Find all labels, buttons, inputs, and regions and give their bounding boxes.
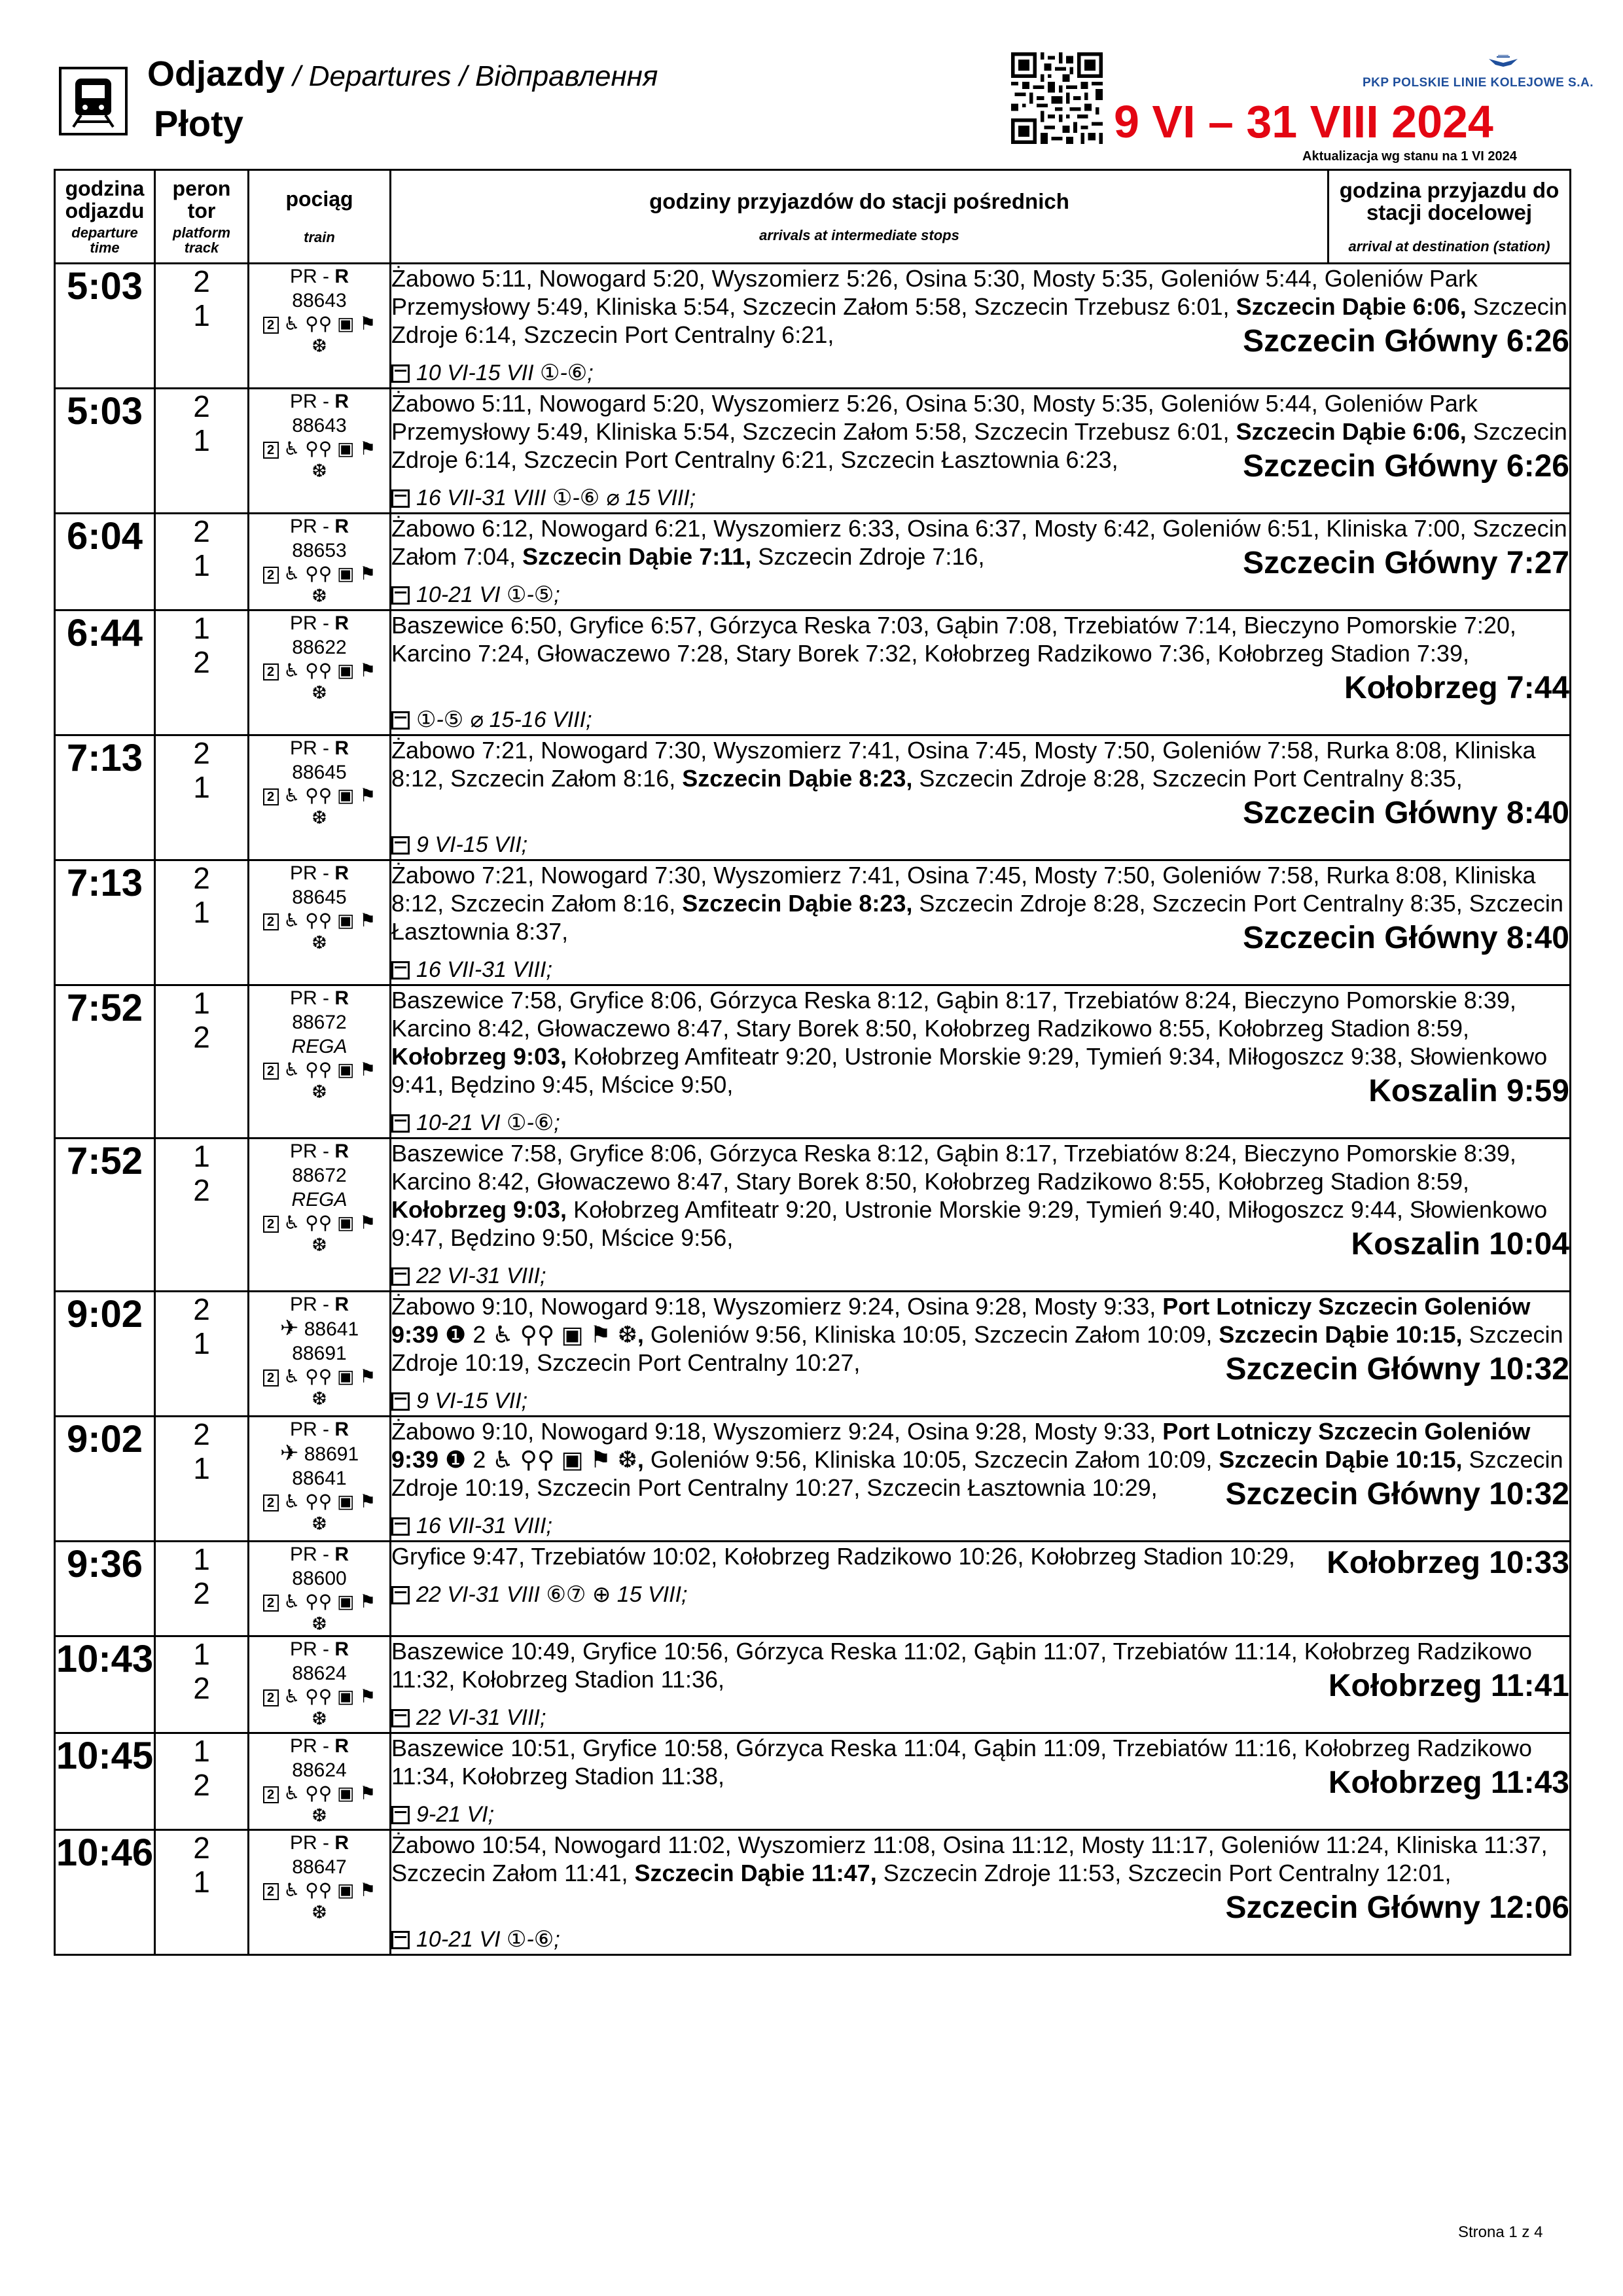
platform-number: 1 [193, 986, 210, 1020]
track-number: 1 [193, 548, 210, 582]
air-conditioning-icon: ❆ [312, 586, 327, 606]
operating-days [391, 955, 1569, 984]
train-category: PR - R [289, 612, 349, 634]
intermediate-stops [391, 264, 1569, 359]
platform-number: 2 [193, 264, 210, 298]
train-amenities-icons: 2 ♿ ⚲⚲ ▣ ⚑ [249, 1591, 389, 1613]
calendar-icon [391, 1806, 410, 1824]
train-amenities-icons: 2 ♿ ⚲⚲ ▣ ⚑ [249, 785, 389, 807]
intermediate-stops [391, 389, 1569, 484]
route-info [391, 1636, 1571, 1733]
stops-text: Żabowo 5:11, Nowogard 5:20, Wyszomierz 5:26, Osina 5:30, Mosty 5:35, Goleniów 5:44, Goleniów Park Przemysłowy 5:49, Kliniska 5:54, Szczecin Załom 5:58, Szczecin Trzebusz 6:01, Szczecin Dąbie 6:06, Szczecin Zdroje 6:14, Szczecin Port Centralny 6:21, Szczecin Łasztownia 6:23, [391, 390, 1567, 473]
departure-time: 5:03 [55, 389, 155, 514]
train-info [249, 264, 391, 389]
track-number: 2 [193, 1173, 210, 1207]
train-number: 88672 [292, 1165, 347, 1186]
route-info [391, 1139, 1571, 1292]
track-number: 2 [193, 1768, 210, 1802]
destination-arrival: Kołobrzeg 7:44 [1344, 671, 1569, 705]
train-info [249, 1292, 391, 1417]
departure-time: 9:36 [55, 1542, 155, 1636]
operating-days [391, 1262, 1569, 1290]
train-category: PR - R [289, 391, 349, 412]
days-text: 16 VII-31 VIII; [416, 957, 552, 982]
stops-text: Baszewice 7:58, Gryfice 8:06, Górzyca Reska 8:12, Gąbin 8:17, Trzebiatów 8:24, Bieczyno Pomorskie 8:39, Karcino 8:42, Głowaczewo 8:47, Stary Borek 8:50, Kołobrzeg Radzikowo 8:55, Kołobrzeg Stadion 8:59, Kołobrzeg 9:03, Kołobrzeg Amfiteatr 9:20, Ustronie Morskie 9:29, Tymień 9:40, Miłogoszcz 9:44, Słowienkowo 9:47, Będzino 9:50, Mścice 9:56, [391, 1140, 1548, 1251]
days-text: 10-21 VI ①-⑤; [416, 582, 560, 607]
train-number: 88647 [292, 1856, 347, 1878]
track-number: 2 [193, 1671, 210, 1705]
stops-text: Żabowo 10:54, Nowogard 11:02, Wyszomierz 11:08, Osina 11:12, Mosty 11:17, Goleniów 11:24, Kliniska 11:37, Szczecin Załom 11:41, Szczecin Dąbie 11:47, Szczecin Zdroje 11:53, Szczecin Port Centralny 12:01, [391, 1831, 1548, 1886]
operating-days [391, 1386, 1569, 1415]
departure-time: 10:45 [55, 1733, 155, 1830]
train-number: 88643 [292, 290, 347, 311]
platform-track [155, 1636, 249, 1733]
timetable-header [59, 52, 1594, 170]
calendar-icon [391, 711, 410, 730]
platform-track [155, 735, 249, 860]
operating-days [391, 830, 1569, 859]
air-conditioning-icon: ❆ [312, 1614, 327, 1634]
air-conditioning-icon: ❆ [312, 1902, 327, 1922]
train-amenities-icons: 2 ♿ ⚲⚲ ▣ ⚑ [249, 1879, 389, 1901]
platform-number: 1 [193, 1734, 210, 1768]
intermediate-stops [391, 1542, 1569, 1580]
calendar-icon [391, 836, 410, 855]
days-text: 22 VI-31 VIII; [416, 1705, 546, 1730]
train-category: PR - R [289, 987, 349, 1009]
train-number-2: 88691 [292, 1343, 347, 1364]
air-conditioning-icon: ❆ [312, 682, 327, 703]
intermediate-stops [391, 1139, 1569, 1262]
stops-text: Żabowo 7:21, Nowogard 7:30, Wyszomierz 7:41, Osina 7:45, Mosty 7:50, Goleniów 7:58, Rurka 8:08, Kliniska 8:12, Szczecin Załom 8:16, Szczecin Dąbie 8:23, Szczecin Zdroje 8:28, Szczecin Port Centralny 8:35, [391, 737, 1536, 792]
table-row [55, 1417, 1571, 1542]
operating-days [391, 1925, 1569, 1954]
train-info [249, 1542, 391, 1636]
train-name: REGA [291, 1036, 348, 1057]
air-conditioning-icon: ❆ [312, 336, 327, 356]
calendar-icon [391, 1392, 410, 1411]
train-amenities-icons: 2 ♿ ⚲⚲ ▣ ⚑ [249, 1686, 389, 1708]
platform-track [155, 1542, 249, 1636]
page-title: Odjazdy / Departures / Відправлення [147, 54, 658, 94]
table-row [55, 1830, 1571, 1955]
train-category: PR - R [289, 1419, 349, 1440]
train-info [249, 1139, 391, 1292]
train-category: PR - R [289, 1638, 349, 1660]
train-info [249, 610, 391, 735]
platform-track [155, 264, 249, 389]
track-number: 1 [193, 1451, 210, 1485]
intermediate-stops [391, 986, 1569, 1108]
platform-number: 1 [193, 1637, 210, 1671]
platform-track [155, 514, 249, 610]
platform-number: 2 [193, 389, 210, 423]
platform-number: 2 [193, 861, 210, 895]
calendar-icon [391, 1114, 410, 1133]
route-info [391, 1830, 1571, 1955]
header-intermediate-stops: godziny przyjazdów do stacji pośrednich arrivals at intermediate stops [391, 170, 1329, 264]
train-info [249, 1830, 391, 1955]
train-number: 88622 [292, 637, 347, 658]
train-info [249, 985, 391, 1139]
destination-arrival: Szczecin Główny 6:26 [1243, 449, 1569, 484]
calendar-icon [391, 961, 410, 980]
train-number: 88624 [292, 1759, 347, 1781]
header-train: pociąg train [249, 170, 391, 264]
table-row [55, 1636, 1571, 1733]
intermediate-stops [391, 1637, 1569, 1703]
days-text: 10-21 VI ①-⑥; [416, 1927, 560, 1952]
stops-text: Gryfice 9:47, Trzebiatów 10:02, Kołobrzeg Radzikowo 10:26, Kołobrzeg Stadion 10:29, [391, 1543, 1295, 1570]
departure-time: 7:13 [55, 735, 155, 860]
departures-table [54, 169, 1571, 1956]
train-number: 88672 [292, 1012, 347, 1033]
air-conditioning-icon: ❆ [312, 1805, 327, 1826]
operator-name: PKP POLSKIE LINIE KOLEJOWE S.A. [1363, 76, 1594, 90]
table-row [55, 860, 1571, 985]
train-info [249, 860, 391, 985]
route-info [391, 735, 1571, 860]
train-amenities-icons: 2 ♿ ⚲⚲ ▣ ⚑ [249, 1059, 389, 1081]
intermediate-stops [391, 736, 1569, 830]
operating-days [391, 1703, 1569, 1732]
platform-track [155, 1733, 249, 1830]
train-number: 88600 [292, 1568, 347, 1589]
operating-days [391, 1800, 1569, 1829]
platform-number: 2 [193, 514, 210, 548]
calendar-icon [391, 1931, 410, 1949]
stops-text: Żabowo 6:12, Nowogard 6:21, Wyszomierz 6:33, Osina 6:37, Mosty 6:42, Goleniów 6:51, Kliniska 7:00, Szczecin Załom 7:04, Szczecin Dąbie 7:11, Szczecin Zdroje 7:16, [391, 515, 1567, 570]
track-number: 2 [193, 1576, 210, 1610]
destination-arrival: Kołobrzeg 11:41 [1328, 1669, 1569, 1703]
days-text: 10 VI-15 VII ①-⑥; [416, 361, 594, 385]
qr-code-icon [1011, 52, 1103, 144]
platform-track [155, 1292, 249, 1417]
train-category: PR - R [289, 1140, 349, 1162]
train-name: REGA [291, 1189, 348, 1210]
intermediate-stops [391, 611, 1569, 705]
destination-arrival: Szczecin Główny 10:32 [1225, 1477, 1569, 1511]
train-number: ✈ 88691 [279, 1441, 359, 1466]
days-text: 22 VI-31 VIII; [416, 1263, 546, 1288]
departures-body [55, 264, 1571, 1955]
airplane-icon: ✈ [279, 1316, 299, 1341]
platform-number: 2 [193, 1417, 210, 1451]
air-conditioning-icon: ❆ [312, 932, 327, 953]
train-number: 88653 [292, 540, 347, 561]
train-info [249, 735, 391, 860]
train-info [249, 514, 391, 610]
calendar-icon [391, 489, 410, 508]
train-number: ✈ 88641 [279, 1316, 359, 1341]
header-departure-time: godzina odjazdu departure time [55, 170, 155, 264]
train-category: PR - R [289, 1735, 349, 1757]
track-number: 1 [193, 298, 210, 332]
track-number: 1 [193, 1326, 210, 1360]
train-number: 88645 [292, 762, 347, 783]
stops-text: Żabowo 9:10, Nowogard 9:18, Wyszomierz 9:24, Osina 9:28, Mosty 9:33, Port Lotniczy Szczecin Goleniów 9:39 ❶ 2 ♿ ⚲⚲ ▣ ⚑ ❆, Goleniów 9:56, Kliniska 10:05, Szczecin Załom 10:09, Szczecin Dąbie 10:15, Szczecin Zdroje 10:19, Szczecin Port Centralny 10:27, Szczecin Łasztownia 10:29, [391, 1418, 1563, 1501]
intermediate-stops [391, 1417, 1569, 1511]
train-info [249, 389, 391, 514]
calendar-icon [391, 1709, 410, 1727]
stops-text: Żabowo 5:11, Nowogard 5:20, Wyszomierz 5:26, Osina 5:30, Mosty 5:35, Goleniów 5:44, Goleniów Park Przemysłowy 5:49, Kliniska 5:54, Szczecin Załom 5:58, Szczecin Trzebusz 6:01, Szczecin Dąbie 6:06, Szczecin Zdroje 6:14, Szczecin Port Centralny 6:21, [391, 265, 1567, 348]
train-category: PR - R [289, 862, 349, 884]
route-info [391, 1542, 1571, 1636]
air-conditioning-icon: ❆ [312, 461, 327, 481]
update-note: Aktualizacja wg stanu na 1 VI 2024 [1302, 149, 1517, 164]
stops-text: Baszewice 10:51, Gryfice 10:58, Górzyca Reska 11:04, Gąbin 11:09, Trzebiatów 11:16, Kołobrzeg Radzikowo 11:34, Kołobrzeg Stadion 11:38, [391, 1735, 1532, 1790]
train-number: 88645 [292, 887, 347, 908]
destination-arrival: Szczecin Główny 12:06 [1225, 1890, 1569, 1925]
calendar-icon [391, 1517, 410, 1536]
train-info [249, 1417, 391, 1542]
departure-time: 7:13 [55, 860, 155, 985]
train-amenities-icons: 2 ♿ ⚲⚲ ▣ ⚑ [249, 1782, 389, 1805]
train-number-2: 88641 [292, 1468, 347, 1489]
operating-days [391, 359, 1569, 387]
airplane-icon: ✈ [279, 1441, 299, 1466]
route-info [391, 1733, 1571, 1830]
train-category: PR - R [289, 266, 349, 287]
operating-days [391, 580, 1569, 609]
platform-track [155, 1830, 249, 1955]
air-conditioning-icon: ❆ [312, 807, 327, 828]
intermediate-stops [391, 861, 1569, 955]
operating-days [391, 484, 1569, 512]
days-text: 9-21 VI; [416, 1802, 495, 1827]
calendar-icon [391, 586, 410, 605]
train-amenities-icons: 2 ♿ ⚲⚲ ▣ ⚑ [249, 910, 389, 932]
train-category: PR - R [289, 737, 349, 759]
days-text: 9 VI-15 VII; [416, 832, 528, 857]
platform-number: 1 [193, 1542, 210, 1576]
stops-text: Żabowo 9:10, Nowogard 9:18, Wyszomierz 9:24, Osina 9:28, Mosty 9:33, Port Lotniczy Szczecin Goleniów 9:39 ❶ 2 ♿ ⚲⚲ ▣ ⚑ ❆, Goleniów 9:56, Kliniska 10:05, Szczecin Załom 10:09, Szczecin Dąbie 10:15, Szczecin Zdroje 10:19, Szczecin Port Centralny 10:27, [391, 1293, 1563, 1376]
air-conditioning-icon: ❆ [312, 1388, 327, 1409]
days-text: 9 VI-15 VII; [416, 1388, 528, 1413]
departure-time: 10:46 [55, 1830, 155, 1955]
intermediate-stops [391, 1831, 1569, 1925]
train-number: 88643 [292, 415, 347, 436]
train-amenities-icons: 2 ♿ ⚲⚲ ▣ ⚑ [249, 1366, 389, 1388]
air-conditioning-icon: ❆ [312, 1708, 327, 1729]
route-info [391, 389, 1571, 514]
platform-number: 1 [193, 611, 210, 645]
route-info [391, 264, 1571, 389]
table-header-row [55, 170, 1571, 264]
train-info [249, 1733, 391, 1830]
train-amenities-icons: 2 ♿ ⚲⚲ ▣ ⚑ [249, 660, 389, 682]
train-amenities-icons: 2 ♿ ⚲⚲ ▣ ⚑ [249, 1212, 389, 1234]
table-row [55, 1139, 1571, 1292]
departure-time: 9:02 [55, 1292, 155, 1417]
stops-text: Baszewice 10:49, Gryfice 10:56, Górzyca Reska 11:02, Gąbin 11:07, Trzebiatów 11:14, Kołobrzeg Radzikowo 11:32, Kołobrzeg Stadion 11:36, [391, 1638, 1532, 1693]
track-number: 1 [193, 895, 210, 929]
table-row [55, 264, 1571, 389]
departure-time: 10:43 [55, 1636, 155, 1733]
operating-days [391, 1580, 1569, 1609]
days-text: 16 VII-31 VIII ①-⑥ ⌀ 15 VIII; [416, 486, 696, 510]
air-conditioning-icon: ❆ [312, 1082, 327, 1102]
train-category: PR - R [289, 1294, 349, 1315]
validity-period: 9 VI – 31 VIII 2024 [1114, 96, 1493, 147]
platform-number: 2 [193, 1831, 210, 1865]
train-amenities-icons: 2 ♿ ⚲⚲ ▣ ⚑ [249, 313, 389, 335]
destination-arrival: Szczecin Główny 8:40 [1243, 796, 1569, 830]
table-row [55, 610, 1571, 735]
destination-arrival: Szczecin Główny 6:26 [1243, 324, 1569, 359]
page-number: Strona 1 z 4 [1458, 2223, 1543, 2241]
train-category: PR - R [289, 1544, 349, 1565]
train-amenities-icons: 2 ♿ ⚲⚲ ▣ ⚑ [249, 563, 389, 585]
operating-days [391, 1108, 1569, 1137]
track-number: 1 [193, 1865, 210, 1899]
train-category: PR - R [289, 1832, 349, 1854]
route-info [391, 1292, 1571, 1417]
destination-arrival: Kołobrzeg 11:43 [1328, 1765, 1569, 1800]
departure-time: 5:03 [55, 264, 155, 389]
train-category: PR - R [289, 516, 349, 537]
platform-track [155, 860, 249, 985]
stops-text: Baszewice 6:50, Gryfice 6:57, Górzyca Reska 7:03, Gąbin 7:08, Trzebiatów 7:14, Bieczyno Pomorskie 7:20, Karcino 7:24, Głowaczewo 7:28, Stary Borek 7:32, Kołobrzeg Radzikowo 7:36, Kołobrzeg Stadion 7:39, [391, 612, 1516, 667]
platform-track [155, 610, 249, 735]
table-row [55, 1292, 1571, 1417]
destination-arrival: Szczecin Główny 7:27 [1243, 546, 1569, 580]
route-info [391, 860, 1571, 985]
header-destination: godzina przyjazdu do stacji docelowej arrival at destination (station) [1329, 170, 1571, 264]
platform-number: 1 [193, 1139, 210, 1173]
route-info [391, 514, 1571, 610]
operating-days [391, 705, 1569, 734]
table-row [55, 1733, 1571, 1830]
table-row [55, 735, 1571, 860]
track-number: 2 [193, 645, 210, 679]
air-conditioning-icon: ❆ [312, 1235, 327, 1255]
route-info [391, 610, 1571, 735]
days-text: 16 VII-31 VIII; [416, 1513, 552, 1538]
air-conditioning-icon: ❆ [312, 1513, 327, 1534]
days-text: 10-21 VI ①-⑥; [416, 1110, 560, 1135]
calendar-icon [391, 1586, 410, 1604]
destination-arrival: Koszalin 10:04 [1351, 1227, 1569, 1262]
train-info [249, 1636, 391, 1733]
table-row [55, 389, 1571, 514]
operating-days [391, 1511, 1569, 1540]
platform-number: 2 [193, 1292, 210, 1326]
platform-number: 2 [193, 736, 210, 770]
calendar-icon [391, 1267, 410, 1286]
platform-track [155, 1417, 249, 1542]
train-amenities-icons: 2 ♿ ⚲⚲ ▣ ⚑ [249, 438, 389, 460]
table-row [55, 514, 1571, 610]
days-text: 22 VI-31 VIII ⑥⑦ ⊕ 15 VIII; [416, 1582, 688, 1607]
departure-time: 9:02 [55, 1417, 155, 1542]
calendar-icon [391, 364, 410, 383]
header-platform-track: peron tor platform track [155, 170, 249, 264]
track-number: 1 [193, 770, 210, 804]
days-text: ①-⑤ ⌀ 15-16 VIII; [416, 707, 592, 732]
departure-time: 7:52 [55, 1139, 155, 1292]
train-number: 88624 [292, 1663, 347, 1684]
destination-arrival: Kołobrzeg 10:33 [1327, 1545, 1569, 1580]
destination-arrival: Szczecin Główny 8:40 [1243, 921, 1569, 955]
stops-text: Żabowo 7:21, Nowogard 7:30, Wyszomierz 7:41, Osina 7:45, Mosty 7:50, Goleniów 7:58, Rurka 8:08, Kliniska 8:12, Szczecin Załom 8:16, Szczecin Dąbie 8:23, Szczecin Zdroje 8:28, Szczecin Port Centralny 8:35, Szczecin Łasztownia 8:37, [391, 862, 1563, 945]
track-number: 2 [193, 1020, 210, 1054]
table-row [55, 985, 1571, 1139]
stops-text: Baszewice 7:58, Gryfice 8:06, Górzyca Reska 8:12, Gąbin 8:17, Trzebiatów 8:24, Bieczyno Pomorskie 8:39, Karcino 8:42, Głowaczewo 8:47, Stary Borek 8:50, Kołobrzeg Radzikowo 8:55, Kołobrzeg Stadion 8:59, Kołobrzeg 9:03, Kołobrzeg Amfiteatr 9:20, Ustronie Morskie 9:29, Tymień 9:34, Miłogoszcz 9:38, Słowienkowo 9:41, Będzino 9:45, Mścice 9:50, [391, 987, 1548, 1098]
departure-time: 6:04 [55, 514, 155, 610]
platform-track [155, 1139, 249, 1292]
platform-track [155, 389, 249, 514]
destination-arrival: Szczecin Główny 10:32 [1225, 1352, 1569, 1386]
departure-time: 7:52 [55, 985, 155, 1139]
intermediate-stops [391, 514, 1569, 580]
route-info [391, 1417, 1571, 1542]
destination-arrival: Koszalin 9:59 [1368, 1074, 1569, 1108]
intermediate-stops [391, 1734, 1569, 1800]
intermediate-stops [391, 1292, 1569, 1386]
platform-track [155, 985, 249, 1139]
route-info [391, 985, 1571, 1139]
train-amenities-icons: 2 ♿ ⚲⚲ ▣ ⚑ [249, 1491, 389, 1513]
train-icon [59, 67, 128, 135]
departure-time: 6:44 [55, 610, 155, 735]
station-name: Płoty [154, 103, 243, 144]
track-number: 1 [193, 423, 210, 457]
table-row [55, 1542, 1571, 1636]
